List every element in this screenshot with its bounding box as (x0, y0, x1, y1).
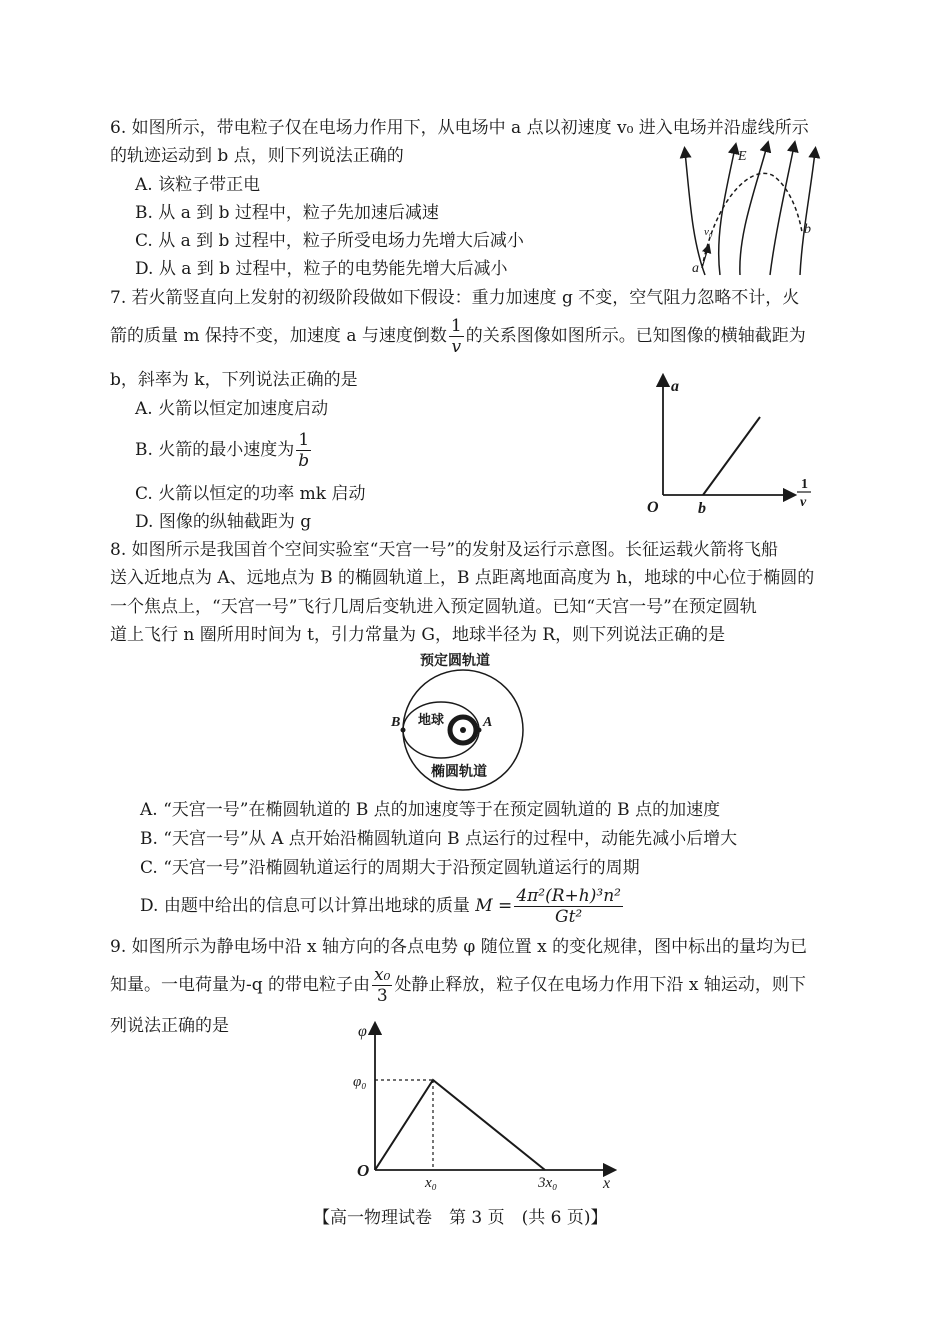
q9-phi0-label: φ₀ (353, 1074, 367, 1090)
q7-line (703, 417, 760, 495)
q7-stem-line2 (110, 314, 806, 358)
q9-y-label: φ (358, 1023, 367, 1040)
q8-stem-line2: 送入近地点为 A、远地点为 B 的椭圆轨道上，B 点距离地面高度为 h，地球的中心位于椭圆的 (110, 568, 815, 588)
q9-stem-line2-post: 处静止释放，粒子仅在电场力作用下沿 x 轴运动，则下 (394, 975, 806, 995)
q8-earth-label: 地球 (418, 713, 445, 728)
q6-v0-arrow (702, 248, 708, 268)
q7-option-c: C. 火箭以恒定的功率 mk 启动 (135, 484, 366, 504)
q8-option-b: B. “天宫一号”从 A 点开始沿椭圆轨道向 B 点运行的过程中，动能先减小后增大 (140, 829, 738, 849)
q6-trajectory (702, 173, 802, 268)
q8-orbit-figure (385, 650, 545, 790)
q8-option-a: A. “天宫一号”在椭圆轨道的 B 点的加速度等于在预定圆轨道的 B 点的加速度 (140, 800, 721, 820)
q6-stem-line2: 的轨迹运动到 b 点，则下列说法正确的 (110, 146, 404, 166)
q8-stem-line4: 道上飞行 n 圈所用时间为 t，引力常量为 G，地球半径为 R，则下列说法正确的是 (110, 625, 726, 645)
q8-ellipse-orbit-label: 椭圆轨道 (431, 764, 487, 780)
page-footer: 【高一物理试卷 第 3 页 (共 6 页)】 (313, 1208, 608, 1228)
q8-option-c: C. “天宫一号”沿椭圆轨道运行的周期大于沿预定圆轨道运行的周期 (140, 858, 640, 878)
q9-x0-label: x₀ (425, 1175, 437, 1191)
q8-stem-line1: 8. 如图所示是我国首个空间实验室“天宫一号”的发射及运行示意图。长征运载火箭将飞船 (110, 540, 779, 560)
q6-label-v0: v₀ (704, 226, 713, 238)
q7-option-b-num: 1 (298, 430, 310, 450)
q8-point-a: A (483, 715, 493, 730)
q9-stem-line2-pre: 知量。一电荷量为-q 的带电粒子由 (110, 975, 371, 995)
q7-frac-num: 1 (450, 316, 462, 336)
q8-mass-fraction (514, 886, 623, 927)
q7-option-a: A. 火箭以恒定加速度启动 (135, 399, 329, 419)
q7-stem-line2-pre: 箭的质量 m 保持不变，加速度 a 与速度倒数 (110, 326, 447, 346)
q7-x-label-den: v (800, 495, 807, 510)
q7-option-b-fraction (296, 430, 311, 471)
q9-frac-den: 3 (376, 986, 388, 1006)
q9-release-fraction (372, 965, 392, 1006)
q7-stem-line2-post: 的关系图像如图所示。已知图像的横轴截距为 (465, 326, 806, 346)
q6-field-figure (670, 140, 830, 280)
q7-option-b-den: b (298, 451, 310, 471)
q7-option-d: D. 图像的纵轴截距为 g (135, 512, 312, 532)
q6-label-a: a (692, 261, 699, 276)
q7-stem-line3: b，斜率为 k，下列说法正确的是 (110, 370, 358, 390)
q6-option-d: D. 从 a 到 b 过程中，粒子的电势能先增大后减小 (135, 259, 508, 279)
q9-graph (345, 1020, 625, 1195)
q8-mass-den: Gt² (555, 907, 583, 927)
q8-circle-orbit-label: 预定圆轨道 (420, 653, 490, 669)
q7-stem-line1: 7. 若火箭竖直向上发射的初级阶段做如下假设：重力加速度 g 不变，空气阻力忽略不计，火 (110, 288, 800, 308)
q6-option-b: B. 从 a 到 b 过程中，粒子先加速后减速 (135, 203, 439, 223)
q7-option-b (135, 428, 313, 472)
q6-stem-line1: 6. 如图所示，带电粒子仅在电场力作用下，从电场中 a 点以初速度 v₀ 进入电场并沿虚线所示 (110, 118, 809, 138)
q6-label-e: E (738, 149, 747, 164)
q9-stem-line3: 列说法正确的是 (110, 1016, 229, 1036)
q8-formula-lhs: M = (475, 896, 513, 916)
q9-stem-line2 (110, 963, 806, 1007)
q9-potential-curve (375, 1080, 545, 1170)
q9-x-label: x (603, 1175, 611, 1192)
q9-3x0-label: 3x₀ (538, 1175, 558, 1191)
q6-option-a: A. 该粒子带正电 (135, 175, 261, 195)
q6-label-b: b (804, 222, 811, 237)
q8-stem-line3: 一个焦点上，“天宫一号”飞行几周后变轨进入预定圆轨道。已知“天宫一号”在预定圆轨 (110, 597, 757, 617)
q7-origin: O (647, 499, 659, 516)
q9-stem-line1: 9. 如图所示为静电场中沿 x 轴方向的各点电势 φ 随位置 x 的变化规律，图中标出的量均为已 (110, 937, 808, 957)
q8-mass-num: 4π²(R+h)³n² (516, 886, 621, 906)
q7-b-label: b (698, 500, 706, 517)
q9-origin: O (357, 1161, 370, 1180)
q7-frac-den: v (451, 337, 462, 357)
q9-frac-num: x₀ (374, 965, 391, 985)
q6-option-c: C. 从 a 到 b 过程中，粒子所受电场力先增大后减小 (135, 231, 524, 251)
q7-option-b-pre: B. 火箭的最小速度为 (135, 440, 295, 460)
q7-x-label-num: 1 (801, 477, 808, 492)
q8-option-d (140, 884, 625, 928)
q8-option-d-pre: D. 由题中给出的信息可以计算出地球的质量 (140, 896, 470, 916)
q8-point-b: B (391, 715, 401, 730)
q7-graph (645, 375, 825, 515)
q7-inv-v-fraction (449, 316, 464, 357)
q6-field-lines (685, 146, 815, 275)
q7-y-label: a (671, 378, 679, 395)
